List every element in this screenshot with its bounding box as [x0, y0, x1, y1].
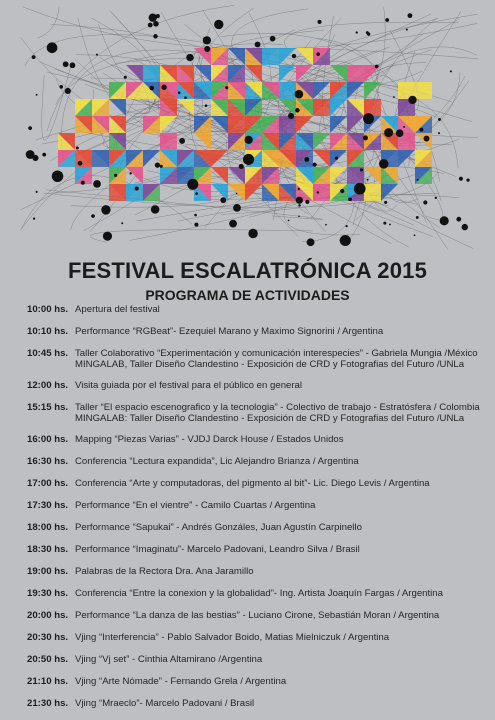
schedule-description-line: Apertura del festival: [75, 304, 160, 315]
ink-dot: [33, 218, 35, 220]
schedule-description: [75, 380, 487, 391]
ink-dot: [225, 86, 228, 89]
ink-dot: [59, 85, 63, 89]
schedule-time: 15:15 hs.: [27, 402, 69, 413]
mosaic-triangle: [194, 65, 211, 82]
ink-dot: [239, 164, 244, 169]
schedule-description-line: Performance “Sapukai” - Andrés Gonzáles, Juan Agustín Carpinello: [75, 522, 362, 533]
ink-dot: [406, 29, 408, 31]
ink-dot: [450, 70, 452, 72]
ink-dot: [335, 157, 338, 160]
schedule-description: [75, 676, 487, 687]
mosaic-triangle: [211, 150, 228, 167]
schedule-description: [75, 698, 487, 709]
schedule-row: [27, 402, 487, 424]
scribble-line: [90, 230, 313, 243]
schedule-time: 12:00 hs.: [27, 380, 69, 391]
ink-dot: [148, 23, 153, 28]
schedule-description: [75, 402, 487, 424]
ink-dot: [76, 147, 79, 150]
ink-dot: [348, 197, 352, 201]
schedule-description-line: Mapping “Piezas Varias” - VJDJ Darck House / Estados Unidos: [75, 434, 344, 445]
ink-dot: [438, 132, 440, 134]
schedule-description-line: Vjing “Mraeclo”- Marcelo Padovani / Brasil: [75, 698, 255, 709]
schedule-row: [27, 544, 487, 555]
mosaic-triangle: [126, 65, 143, 82]
schedule-time: 10:00 hs.: [27, 304, 69, 315]
schedule-row: [27, 434, 487, 445]
schedule-description: [75, 588, 487, 599]
ink-dot: [42, 153, 46, 157]
schedule-time: 18:00 hs.: [27, 522, 69, 533]
schedule-row: [27, 348, 487, 370]
ink-dot: [151, 205, 160, 214]
ink-dot: [403, 126, 405, 128]
ink-dot: [417, 179, 419, 181]
ink-dot: [356, 31, 358, 33]
schedule-description: [75, 434, 487, 445]
ink-dot: [243, 154, 254, 165]
scribble-line: [22, 7, 477, 50]
ink-dot: [416, 216, 419, 219]
schedule-description-line: Conferencia “Entre la conexion y la globalidad”- Ing. Artista Joaquín Fargas / Argentina: [75, 588, 443, 599]
schedule-time: 17:30 hs.: [27, 500, 69, 511]
ink-dot: [121, 222, 123, 224]
mosaic-triangle: [279, 65, 296, 82]
scribble-line: [37, 7, 59, 38]
ink-dot: [383, 222, 386, 225]
ink-dot: [292, 54, 296, 58]
ink-dot: [149, 86, 154, 91]
ink-dot: [397, 132, 399, 134]
schedule-description-line: Vjing “Vj set” - Cinthia Altamirano /Argentina: [75, 654, 263, 665]
ink-dot: [63, 61, 69, 67]
ink-dot: [101, 205, 110, 214]
ink-dot: [360, 168, 363, 171]
mosaic-triangle: [313, 133, 330, 150]
ink-dot: [340, 189, 344, 193]
schedule-description-line: Performance “En el vientre” - Camilo Cuartas / Argentina: [75, 500, 316, 511]
schedule-row: [27, 456, 487, 467]
schedule-row: [27, 698, 487, 709]
schedule-row: [27, 610, 487, 621]
ink-dot: [379, 159, 388, 168]
ink-dot: [270, 36, 276, 42]
schedule-time: 16:30 hs.: [27, 456, 69, 467]
ink-dot: [462, 224, 468, 230]
ink-dot: [32, 55, 36, 59]
schedule-time: 19:00 hs.: [27, 566, 69, 577]
schedule-row: [27, 500, 487, 511]
ink-dot: [295, 108, 300, 113]
ink-dot: [296, 197, 303, 204]
schedule-time: 21:10 hs.: [27, 676, 69, 687]
mosaic-triangle: [364, 167, 381, 184]
schedule-time: 17:00 hs.: [27, 478, 69, 489]
ink-dot: [179, 138, 185, 144]
ink-dot: [245, 136, 253, 144]
ink-dot: [155, 162, 160, 167]
schedule-description: [75, 632, 487, 643]
ink-dot: [384, 128, 393, 137]
schedule-description: [75, 456, 487, 467]
ink-dot: [385, 18, 389, 22]
schedule-description-line: Visita guiada por el festival para el público en general: [75, 380, 303, 391]
ink-dot: [305, 200, 309, 204]
ink-dot: [195, 192, 198, 195]
ink-dot: [135, 186, 139, 190]
ink-dot: [345, 225, 347, 227]
ink-dot: [248, 229, 257, 238]
scribble-line: [42, 64, 72, 141]
ink-dot: [363, 135, 368, 140]
mosaic-triangle: [415, 133, 432, 150]
ink-dot: [204, 46, 210, 52]
schedule-time: 16:00 hs.: [27, 434, 69, 445]
festival-title: FESTIVAL ESCALATRÓNICA 2015: [67, 258, 428, 283]
ink-dot: [194, 214, 197, 217]
schedule-description-line: Performance “La danza de las bestias” - Luciano Cirone, Sebastián Moran / Argentina: [75, 610, 440, 621]
schedule-description-line: MINGALAB: Taller Diseño Clandestino - Exposición de CRD y Fotografias del Futuro /UNLa: [75, 413, 465, 424]
ink-dot: [438, 118, 441, 121]
schedule-description-line: Taller “El espacio escenografico y la tecnologia” - Colectivo de trabajo - Estratósfera / Colombia: [75, 402, 480, 413]
ink-dot: [91, 214, 95, 218]
mosaic-triangle: [296, 65, 313, 82]
ink-dot: [28, 126, 32, 130]
ink-dot: [419, 128, 423, 132]
ink-dot: [288, 220, 290, 222]
schedule-row: [27, 676, 487, 687]
ink-dot: [307, 238, 315, 246]
ink-dot: [366, 31, 369, 34]
mosaic-triangle: [126, 167, 143, 184]
ink-dot: [205, 104, 208, 107]
ink-dot: [317, 20, 321, 24]
schedule-time: 10:10 hs.: [27, 326, 69, 337]
ink-dot: [129, 172, 131, 174]
schedule-time: 21:30 hs.: [27, 698, 69, 709]
ink-dot: [354, 183, 366, 195]
ink-dot: [255, 42, 261, 48]
schedule-description: [75, 566, 487, 577]
ink-dot: [408, 96, 416, 104]
ink-dot: [153, 34, 158, 39]
ink-dot: [424, 136, 430, 142]
schedule-description-line: Performance “Imaginatu”- Marcelo Padovani, Leandro Silva / Brasil: [75, 544, 360, 555]
ink-dot: [160, 165, 163, 168]
schedule-time: 20:00 hs.: [27, 610, 69, 621]
schedule-description-line: Vjing “Arte Nómade” - Fernando Grela / Argentina: [75, 676, 287, 687]
schedule-description: [75, 326, 487, 337]
schedule-row: [27, 588, 487, 599]
ink-dot: [65, 88, 71, 94]
ink-dot: [414, 234, 416, 236]
ink-dot: [317, 191, 319, 193]
schedule-time: 10:45 hs.: [27, 348, 69, 359]
ink-dot: [93, 180, 101, 188]
schedule-row: [27, 380, 487, 391]
ink-dot: [233, 204, 241, 212]
schedule-time: 18:30 hs.: [27, 544, 69, 555]
ink-dot: [124, 76, 127, 79]
ink-dot: [229, 220, 237, 228]
schedule-description: [75, 500, 487, 511]
ink-dot: [36, 191, 38, 193]
ink-dot: [325, 224, 327, 226]
ink-dot: [316, 52, 320, 56]
ink-dot: [440, 216, 449, 225]
ink-dot: [298, 215, 300, 217]
ink-dot: [194, 223, 198, 227]
program-subtitle: PROGRAMA DE ACTIVIDADES: [145, 287, 350, 303]
schedule-row: [27, 632, 487, 643]
ink-dot: [220, 197, 226, 203]
schedule-row: [27, 304, 487, 315]
ink-dot: [153, 21, 159, 27]
ink-dot: [203, 36, 211, 44]
schedule-row: [27, 478, 487, 489]
schedule-description-line: Performance “RGBeat”- Ezequiel Marano y Maximo Signorini / Argentina: [75, 326, 384, 337]
ink-dot: [466, 179, 469, 182]
ink-dot: [184, 96, 187, 99]
ink-dot: [298, 204, 301, 207]
schedule-description-line: Vjing “Interferencia” - Pablo Salvador Boido, Matias Mielniczuk / Argentina: [75, 632, 390, 643]
ink-dot: [32, 155, 38, 161]
ink-dot: [96, 54, 98, 56]
schedule-description-line: Conferencia “Arte y computadoras, del pigmento al bit”- Lic. Diego Levis / Argentina: [75, 478, 430, 489]
schedule-description: [75, 544, 487, 555]
mosaic-triangle: [160, 116, 177, 133]
schedule-row: [27, 566, 487, 577]
ink-dot: [313, 163, 317, 167]
ink-dot: [340, 235, 351, 246]
schedule-time: 19:30 hs.: [27, 588, 69, 599]
ink-dot: [407, 13, 412, 18]
schedule-time: 20:30 hs.: [27, 632, 69, 643]
mosaic-triangle: [109, 99, 126, 116]
ink-dot: [363, 113, 374, 124]
ink-dot: [295, 90, 304, 99]
schedule-description: [75, 610, 487, 621]
ink-dot: [304, 157, 309, 162]
ink-dot: [456, 217, 461, 222]
ink-dot: [288, 113, 294, 119]
ink-dot: [423, 200, 427, 204]
schedule-time: 20:50 hs.: [27, 654, 69, 665]
mosaic-triangle: [211, 167, 228, 184]
ink-dot: [103, 232, 112, 241]
ink-dot: [161, 85, 166, 90]
ink-dot: [114, 174, 117, 177]
ink-dot: [435, 197, 437, 199]
ink-dot: [156, 14, 160, 18]
ink-dot: [389, 224, 391, 226]
schedule-description-line: MINGALAB, Taller Diseño Clandestino - Exposición de CRD y Fotografias del Futuro /UNLa: [75, 359, 465, 370]
schedule-description-line: Conferencia “Lectura expandida”, Lic Alejandro Brianza / Argentina: [75, 456, 359, 467]
ink-dot: [52, 170, 64, 182]
mosaic-triangle: [177, 99, 194, 116]
ink-dot: [47, 42, 58, 53]
ink-dot: [214, 20, 223, 29]
ink-dot: [367, 179, 369, 181]
ink-dot: [384, 201, 387, 204]
ink-dot: [70, 62, 76, 68]
mosaic-triangle: [330, 150, 347, 167]
schedule-row: [27, 522, 487, 533]
ink-dot: [78, 161, 83, 166]
ink-dot: [178, 91, 181, 94]
schedule-description: [75, 304, 487, 315]
ink-dot: [393, 96, 395, 98]
schedule-description: [75, 478, 487, 489]
ink-dot: [236, 193, 238, 195]
schedule-description-line: Taller Colaborativo “Experimentación y comunicación interespecies” - Gabriela Mungia /México: [75, 348, 478, 359]
ink-dot: [149, 13, 157, 21]
schedule-description: [75, 348, 487, 370]
mosaic-triangle: [228, 167, 245, 184]
ink-dot: [459, 177, 463, 181]
mosaic-triangle: [347, 116, 364, 133]
schedule-description: [75, 654, 487, 665]
ink-dot: [81, 181, 85, 185]
schedule-row: [27, 654, 487, 665]
ink-dot: [186, 54, 193, 61]
ink-dot: [298, 188, 300, 190]
festival-artwork: [0, 0, 495, 258]
ink-dot: [187, 179, 198, 190]
schedule-description-line: Palabras de la Rectora Dra. Ana Jaramillo: [75, 566, 254, 577]
ink-dot: [375, 65, 379, 69]
schedule-description: [75, 522, 487, 533]
ink-dot: [396, 129, 404, 137]
schedule-row: [27, 326, 487, 337]
ink-dot: [36, 94, 38, 96]
